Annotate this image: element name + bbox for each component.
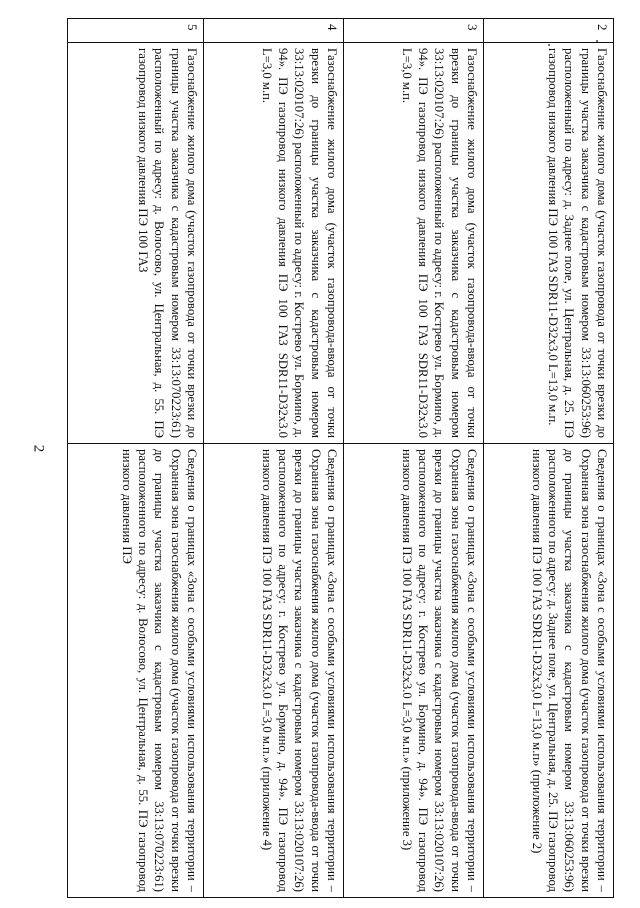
row-number: 2: [484, 19, 614, 43]
table-row: [484, 19, 614, 898]
zone-boundary-info: Сведения о границах «Зона с особыми условиями использования территории – Охранная зона газоснабжения жилого дома (участок газопровода от точки врезки до границы участка заказчика с кадастровым номером 33:13:060253:96) расположенного по адресу: д. Заднее поле, ул. Центральная, д. 25. ПЭ газопровод низкого давления ПЭ 100 ГАЗ SDR11-D32x3,0 L=13,0 м.п» (приложение 2): [484, 444, 614, 898]
zone-boundary-info: Сведения о границах «Зона с особыми условиями использования территории – Охранная зона газоснабжения жилого дома (участок газопровода-ввода от точки врезки до границы участка заказчика с кадастровым номером 33:13:020107:26) расположенного по адресу: г. Кострево ул. Бормино, д. 94». ПЭ газопровод низкого давления ПЭ 100 ГАЗ SDR11-D32x3.0 L=3,0 м.п.» (приложение 3): [344, 444, 484, 898]
work-description: Газоснабжение жилого дома (участок газопровода от точки врезки до границы участка заказчика с кадастровым номером 33:13:070223:61) расположенный по адресу: д. Волосово, ул. Центральная, д. 55. ПЭ газопровод низкого давления ПЭ 100 ГАЗ: [68, 43, 204, 444]
zone-boundary-info: Сведения о границах «Зона с особыми условиями использования территории – Охранная зона газоснабжения жилого дома (участок газопровода от точки врезки до границы участка заказчика с кадастровым номером 33:13:070223:61) расположенного по адресу: д. Волосово, ул. Центральная, д. 55. ПЭ газопровод низкого давления ПЭ: [68, 444, 204, 898]
row-number: 4: [204, 19, 344, 43]
rotated-table-wrapper: [68, 18, 614, 898]
row-number: 5: [68, 19, 204, 43]
row-number: 3: [344, 19, 484, 43]
zone-boundary-info: Сведения о границах «Зона с особыми условиями использования территории – Охранная зона газоснабжения жилого дома (участок газопровода-ввода от точки врезки до границы участка заказчика с кадастровым номером 33:13:020107:26) расположенного по адресу: г. Кострево ул. Бормино, д. 94». ПЭ газопровод низкого давления ПЭ 100 ГАЗ SDR11-D32x3.0 L=3,0 м.п.» (приложение 4): [204, 444, 344, 898]
work-description: Газоснабжение жилого дома (участок газопровода-ввода от точки врезки до границы участка заказчика с кадастровым номером 33:13:020107:26) расположенный по адресу: г. Кострево ул. Бормино, д. 94». ПЭ газопровод низкого давления ПЭ 100 ГАЗ SDR11-D32x3.0 L=3,0 м.п.: [204, 43, 344, 444]
table-row: [344, 19, 484, 898]
table-row: [204, 19, 344, 898]
work-description: Газоснабжение жилого дома (участок газопровода от точки врезки до границы участка заказчика с кадастровым номером 33:13:060253:96) расположенный по адресу: д. Заднее поле, ул. Центральная, д. 25. ПЭ газопровод низкого давления ПЭ 100 ГАЗ SDR11-D32x3,0 L=13,0 м.п.: [484, 43, 614, 444]
table-row: [68, 19, 204, 898]
document-table: [67, 18, 614, 898]
page-number: 2: [30, 444, 47, 453]
work-description: Газоснабжение жилого дома (участок газопровода-ввода от точки врезки до границы участка заказчика с кадастровым номером 33:13:020107:26) расположенный по адресу: г. Кострево ул. Бормино, д. 94». ПЭ газопровод низкого давления ПЭ 100 ГАЗ SDR11-D32x3.0 L=3,0 м.п.: [344, 43, 484, 444]
